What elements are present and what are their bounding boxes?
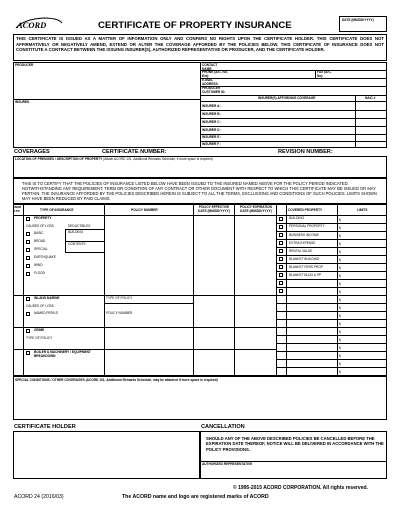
named-perils-checkbox[interactable]: [26, 312, 30, 316]
location-label: LOCATION OF PREMISES / DESCRIPTION OF PROPERTY (Attach ACORD 101, Additional Remarks Schedule, if more space is required): [15, 157, 213, 161]
cov-business-checkbox[interactable]: [279, 233, 283, 237]
crime-type-of-policy: TYPE OF POLICY: [26, 336, 53, 340]
causes-of-loss-label: CAUSES OF LOSS: [26, 224, 54, 228]
cov-building: BUILDING: [289, 216, 305, 220]
cov-extra-1-checkbox[interactable]: [279, 281, 283, 285]
cov-blanket-bldg-pp: BLANKET BLDG & PP: [289, 273, 322, 277]
cancellation-label: CANCELLATION: [201, 424, 245, 430]
revision-number-label: REVISION NUMBER:: [278, 149, 333, 155]
limit-dollar: $: [339, 298, 341, 302]
flood-label: FLOOD: [34, 271, 45, 275]
property-label: PROPERTY: [34, 216, 52, 220]
disclaimer-text: THIS CERTIFICATE IS ISSUED AS A MATTER OF INFORMATION ONLY AND CONFERS NO RIGHTS UPON THE CERTIFICATE HOLDER. THIS CERTIFICATE DOES NOT AFFIRMATIVELY OR NEGATIVELY AMEND, EXTEND OR ALTER THE COVERAGE AFFORDED BY THE POLICIES BELOW. THIS CERTIFICATE OF INSURANCE DOES NOT CONSTITUTE A CONTRACT BETWEEN THE ISSUING INSURER(S), AUTHORIZED REPRESENTATIVE OR PRODUCER, AND THE CERTIFICATE HOLDER.: [16, 36, 384, 53]
flood-checkbox[interactable]: [26, 272, 30, 276]
type-header: TYPE OF INSURANCE: [40, 208, 74, 212]
eff-date-header: POLICY EFFECTIVE DATE (MM/DD/YYYY): [198, 205, 230, 213]
cov-rental-value: RENTAL VALUE: [289, 249, 313, 253]
logo-text: ACORD: [17, 20, 47, 30]
cov-blanket-pers-checkbox[interactable]: [279, 265, 283, 269]
certificate-holder-label: CERTIFICATE HOLDER: [14, 424, 76, 430]
limit-dollar: $: [339, 306, 341, 310]
limit-dollar: $: [339, 242, 341, 246]
limit-dollar: $: [339, 370, 341, 374]
customer-id-label: PRODUCER CUSTOMER ID:: [202, 86, 226, 94]
limit-dollar: $: [339, 354, 341, 358]
boiler-checkbox[interactable]: [26, 351, 30, 355]
coverages-label: COVERAGES: [14, 149, 50, 155]
policy-number-header: POLICY NUMBER: [131, 208, 158, 212]
wind-label: WIND: [34, 263, 43, 267]
cancellation-text: SHOULD ANY OF THE ABOVE DESCRIBED POLICIES BE CANCELLED BEFORE THE EXPIRATION DATE THEREOF, NOTICE WILL BE DELIVERED IN ACCORDANCE WITH THE POLICY PROVISIONS.: [206, 436, 384, 452]
certificate-holder-box[interactable]: [13, 431, 200, 479]
special-conditions-label: SPECIAL CONDITIONS / OTHER COVERAGES (ACORD 101, Additional Remarks Schedule, may be attached if more space is required): [15, 378, 218, 382]
limit-dollar: $: [339, 330, 341, 334]
producer-label: PRODUCER: [15, 63, 34, 67]
cov-personal-property: PERSONAL PROPERTY: [289, 224, 325, 228]
insurer-c: INSURER C :: [202, 120, 222, 124]
ded-contents-label: CONTENTS: [68, 242, 86, 246]
cov-blanket-building: BLANKET BUILDING: [289, 257, 320, 261]
limit-dollar: $: [339, 322, 341, 326]
limit-dollar: $: [339, 346, 341, 350]
phone-label: PHONE (A/C, No, Ext):: [202, 70, 228, 78]
insurer-d: INSURER D :: [202, 128, 222, 132]
boiler-label: BOILER & MACHINERY / EQUIPMENT BREAKDOWN: [34, 350, 91, 358]
limit-dollar: $: [339, 226, 341, 230]
inland-policy-number: POLICY NUMBER: [106, 311, 133, 315]
email-label: E-MAIL ADDRESS:: [202, 78, 219, 86]
basic-label: BASIC: [34, 231, 44, 235]
earthquake-checkbox[interactable]: [26, 256, 30, 260]
copyright: © 1995-2015 ACORD CORPORATION. All rights reserved.: [233, 485, 368, 491]
insurer-a: INSURER A :: [202, 104, 222, 108]
limit-dollar: $: [339, 362, 341, 366]
earthquake-label: EARTHQUAKE: [34, 255, 56, 259]
named-perils-label: NAMED PERILS: [34, 311, 58, 315]
limit-dollar: $: [339, 234, 341, 238]
certify-text: THIS IS TO CERTIFY THAT THE POLICIES OF INSURANCE LISTED BELOW HAVE BEEN ISSUED TO THE INSURED NAMED ABOVE FOR THE POLICY PERIOD INDICATED. NOTWITHSTANDING ANY REQUIREMENT, TERM OR CONDITION OF ANY CONTRACT OR OTHER DOCUMENT WITH RESPECT TO WHICH THIS CERTIFICATE MAY BE ISSUED OR MAY PERTAIN, THE INSURANCE AFFORDED BY THE POLICIES DESCRIBED HEREIN IS SUBJECT TO ALL THE TERMS, EXCLUSIONS AND CONDITIONS OF SUCH POLICIES. LIMITS SHOWN MAY HAVE BEEN REDUCED BY PAID CLAIMS.: [22, 181, 377, 201]
naic-label: NAIC #: [365, 96, 376, 100]
limit-dollar: $: [339, 274, 341, 278]
special-checkbox[interactable]: [26, 248, 30, 252]
exp-date-header: POLICY EXPIRATION DATE (MM/DD/YYYY): [240, 205, 272, 213]
limit-dollar: $: [339, 266, 341, 270]
trademark: The ACORD name and logo are registered marks of ACORD: [122, 494, 269, 500]
limit-dollar: $: [339, 290, 341, 294]
limit-dollar: $: [339, 258, 341, 262]
form-number: ACORD 24 (2016/03): [14, 494, 64, 500]
basic-checkbox[interactable]: [26, 232, 30, 236]
fax-label: FAX (A/C, No):: [317, 70, 332, 78]
certificate-number-label: CERTIFICATE NUMBER:: [102, 149, 167, 155]
broad-checkbox[interactable]: [26, 240, 30, 244]
special-label: SPECIAL: [34, 247, 48, 251]
ded-building-label: BUILDING: [68, 230, 84, 234]
cov-blanket-bldg-checkbox[interactable]: [279, 273, 283, 277]
insured-label: INSURED: [15, 100, 30, 104]
cov-extra-checkbox[interactable]: [279, 241, 283, 245]
inland-causes-of-loss: CAUSES OF LOSS: [26, 304, 54, 308]
cov-personal-checkbox[interactable]: [279, 225, 283, 229]
cov-extra-2-checkbox[interactable]: [279, 289, 283, 293]
insurer-b: INSURER B :: [202, 112, 222, 116]
cov-blanket-building-checkbox[interactable]: [279, 257, 283, 261]
cov-blanket-pers-prop: BLANKET PERS PROP: [289, 265, 323, 269]
crime-checkbox[interactable]: [26, 329, 30, 333]
limit-dollar: $: [339, 250, 341, 254]
cov-business-income: BUSINESS INCOME: [289, 233, 319, 237]
limit-dollar: $: [339, 338, 341, 342]
limits-header: LIMITS: [357, 208, 368, 212]
inland-marine-label: INLAND MARINE: [34, 296, 60, 300]
date-label: DATE (MM/DD/YYYY): [342, 18, 374, 22]
page-title: CERTIFICATE OF PROPERTY INSURANCE: [98, 20, 292, 31]
deductibles-label: DEDUCTIBLES: [68, 224, 91, 228]
crime-label: CRIME: [34, 328, 45, 332]
authorized-rep-label: AUTHORIZED REPRESENTATIVE: [202, 462, 253, 466]
insurer-f: INSURER F :: [202, 142, 222, 146]
limit-dollar: $: [339, 314, 341, 318]
wind-checkbox[interactable]: [26, 264, 30, 268]
limit-dollar: $: [339, 282, 341, 286]
inland-marine-checkbox[interactable]: [26, 297, 30, 301]
broad-label: BROAD: [34, 239, 46, 243]
insurer-e: INSURER E :: [202, 135, 222, 139]
covered-header: COVERED PROPERTY: [288, 208, 323, 212]
special-conditions-box[interactable]: [13, 376, 387, 420]
contact-name-label: CONTACT NAME:: [202, 63, 218, 71]
insr-ltr-header: INSR LTR: [14, 205, 22, 213]
limit-dollar: $: [339, 218, 341, 222]
insurers-header: INSURER(S) AFFORDING COVERAGE: [258, 96, 316, 100]
acord-logo: [14, 15, 64, 31]
cov-rental-checkbox[interactable]: [279, 249, 283, 253]
cov-building-checkbox[interactable]: [279, 217, 283, 221]
inland-type-of-policy: TYPE OF POLICY: [106, 296, 133, 300]
cov-extra-expense: EXTRA EXPENSE: [289, 241, 316, 245]
property-checkbox[interactable]: [26, 217, 30, 221]
